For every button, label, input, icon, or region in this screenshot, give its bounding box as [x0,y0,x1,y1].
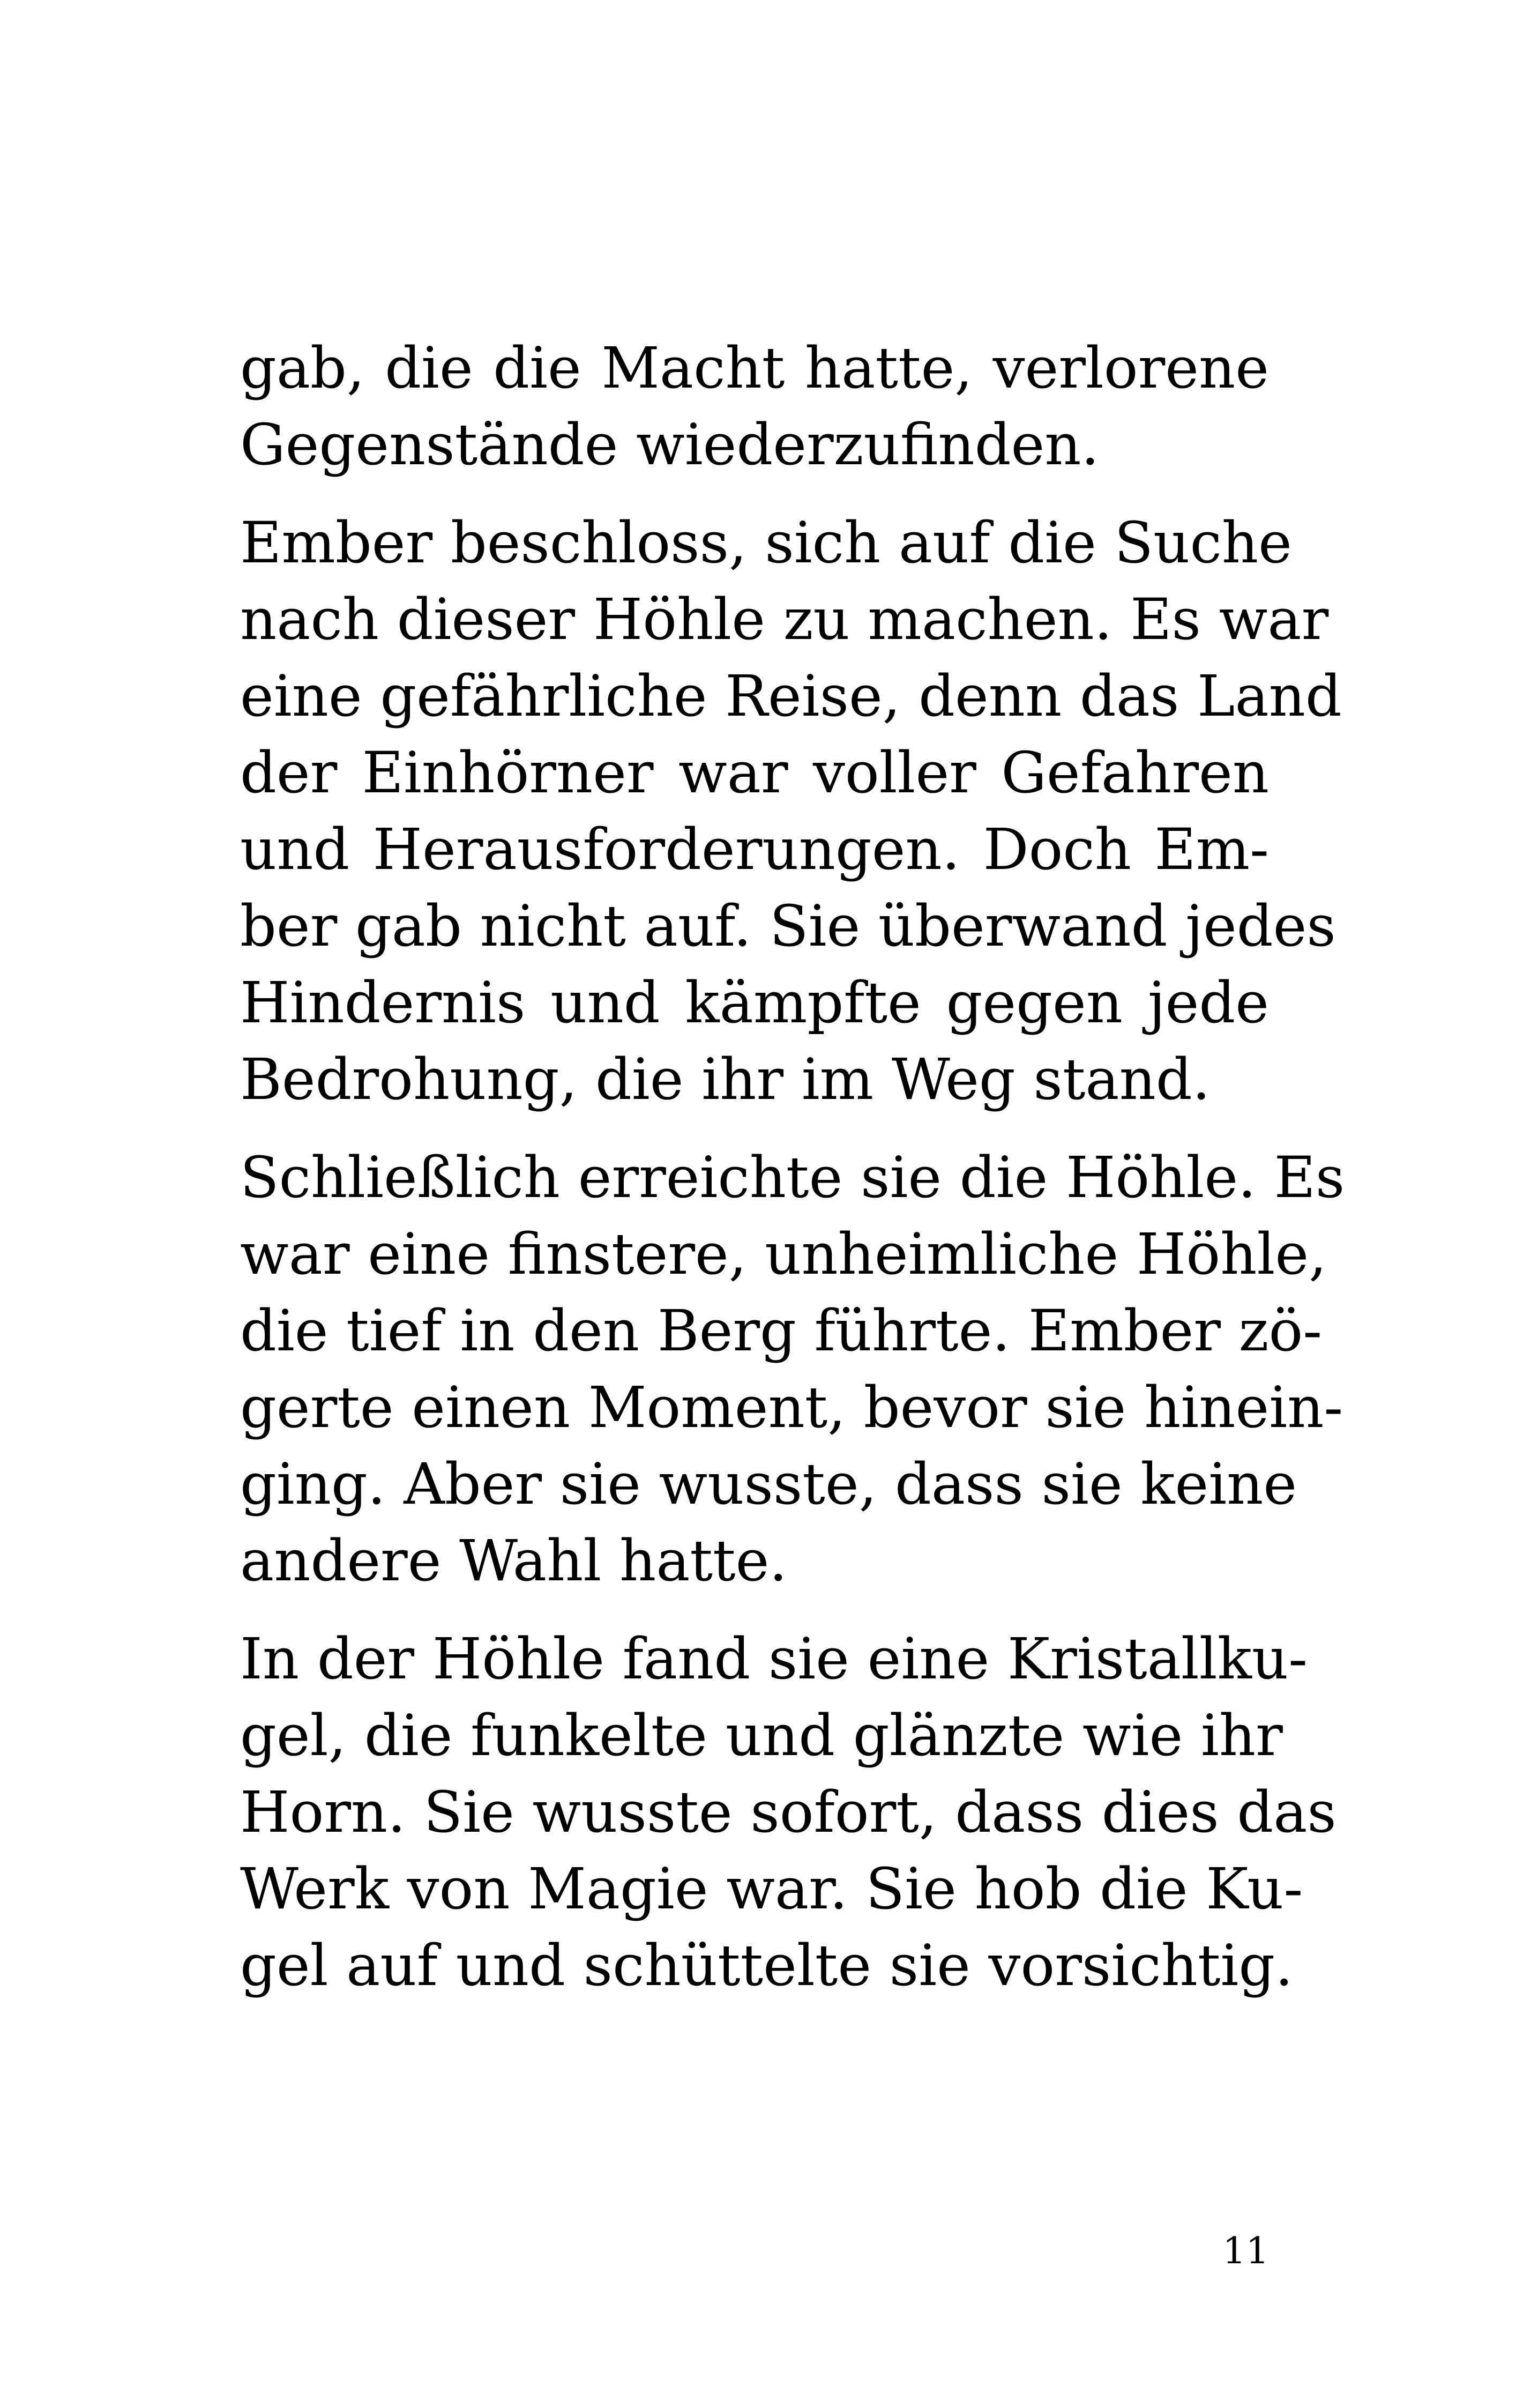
text-line: andere Wahl hatte. [240,1528,788,1594]
paragraph-spacer [240,483,1269,504]
text-line: Hindernis und kämpfte gegen jede [240,970,1269,1036]
text-line: Gegenstände wiederzufinden. [240,412,1100,478]
text-line: eine gefährliche Reise, denn das Land [240,663,1342,729]
text-line: Bedrohung, die ihr im Weg stand. [240,1046,1211,1112]
text-line: war eine finstere, unheimliche Höhle, [240,1221,1327,1287]
paragraph-spacer [240,1599,1269,1621]
text-line: Werk von Magie war. Sie hob die Ku- [240,1856,1303,1922]
text-line: gab, die die Macht hatte, verlorene [240,335,1269,401]
text-line: und Herausforderungen. Doch Em- [240,816,1269,882]
text-line: Horn. Sie wusste sofort, dass dies das [240,1779,1337,1845]
text-line: ging. Aber sie wusste, dass sie keine [240,1451,1297,1517]
paragraph-spacer [240,1118,1269,1139]
paragraph [240,504,1342,1118]
page-number: 11 [1222,2230,1269,2272]
text-line: Schließlich erreichte sie die Höhle. Es [240,1144,1345,1210]
paragraph [240,1139,1345,1599]
text-line: Ember beschloss, sich auf die Suche [240,510,1292,576]
paragraph [240,1621,1337,2004]
text-line: die tief in den Berg führte. Ember zö- [240,1298,1323,1364]
text-line: gerte einen Moment, bevor sie hinein- [240,1374,1343,1440]
text-line: gel, die funkelte und glänzte wie ihr [240,1703,1283,1768]
body-text [240,330,1345,2004]
text-line: nach dieser Höhle zu machen. Es war [240,586,1329,652]
paragraph [240,330,1269,483]
text-line: gel auf und schüttelte sie vorsichtig. [240,1933,1293,1998]
text-line: ber gab nicht auf. Sie überwand jedes [240,893,1336,959]
text-line: der Einhörner war voller Gefahren [240,740,1269,806]
text-line: In der Höhle fand sie eine Kristallku- [240,1626,1308,1692]
